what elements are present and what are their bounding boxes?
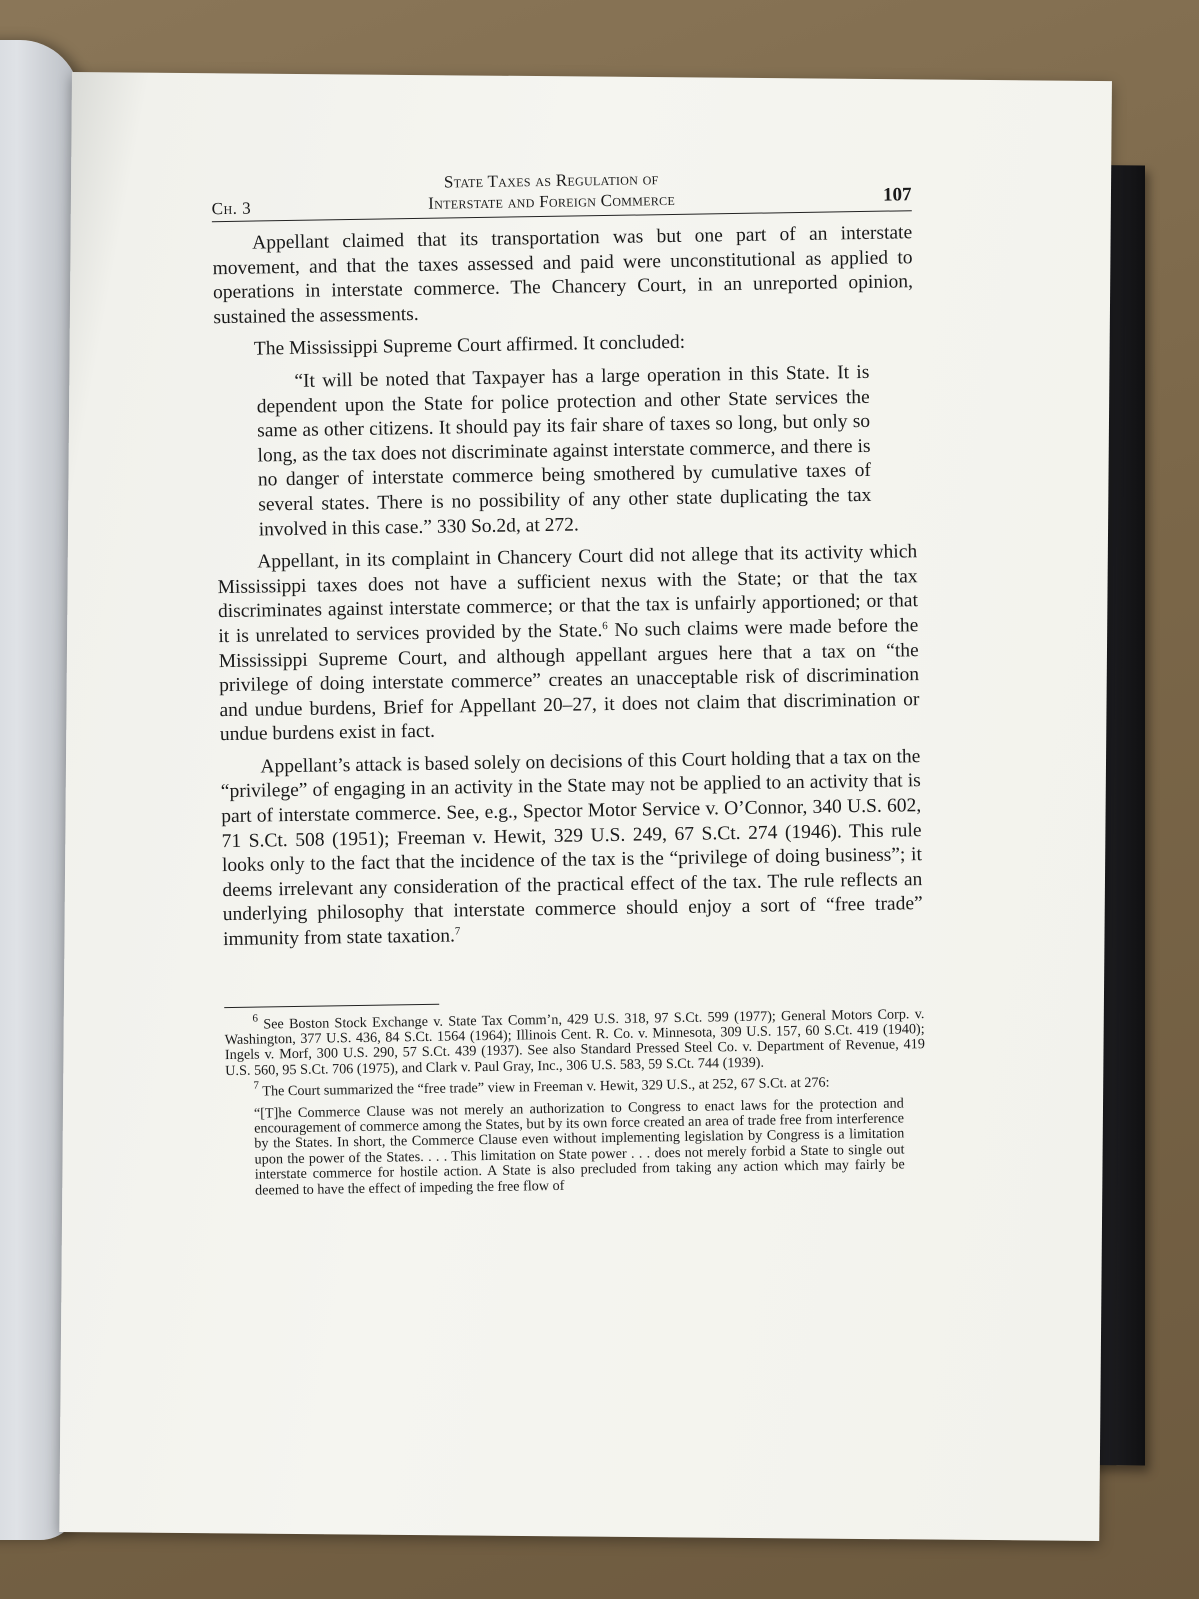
running-head-title-line2: Interstate and Foreign Commerce <box>428 189 676 213</box>
footnote-7-text: The Court summarized the “free trade” view in Freeman v. Hewit, 329 U.S., at 252, 67 S.Ct. at 276: <box>258 1074 830 1100</box>
page-content <box>211 162 927 1199</box>
footnote-7-marker: 7 <box>253 1079 260 1092</box>
footnote-6-text: See Boston Stock Exchange v. State Tax Comm’n, 429 U.S. 318, 97 S.Ct. 599 (1977); General Motors Corp. v. Washington, 377 U.S. 436, 84 S.Ct. 1564 (1964); Illinois Cent. R. Co. v. Minnesota, 309 U.S. 157, 60 S.Ct. 419 (1940); Ingels v. Morf, 300 U.S. 290, 57 S.Ct. 439 (1937). See also Standard Pressed Steel Co. v. Department of Revenue, 419 U.S. 560, 95 S.Ct. 706 (1975), and Clark v. Paul Gray, Inc., 306 U.S. 583, 59 S.Ct. 744 (1939). <box>224 1005 926 1079</box>
footnote-ref-6: 6 <box>602 619 608 633</box>
paragraph-4 <box>220 745 923 953</box>
running-head-title <box>361 167 742 215</box>
block-quote <box>256 361 872 543</box>
paragraph-3-text-a: Appellant, in its complaint in Chancery Court did not allege that its activity which Mississippi taxes does not have a sufficient nexus with the State; or that the tax discriminates against interstate commerce; or that the tax is unfairly apportioned; or that it is unrelated to services provided by the State. <box>217 541 919 648</box>
book-page <box>59 72 1112 1541</box>
block-quote-text: “It will be noted that Taxpayer has a large operation in this State. It is dependent upon the State for police protection and other State services the same as other citizens. It should pay its fair share of taxes so long, but only so long, as the tax does not discriminate against interstate commerce, and there is no danger of interstate commerce being smothered by cumulative taxes of several states. There is no possibility of any other state duplicating the tax involved in this case.” 330 So.2d, at 272. <box>256 361 872 541</box>
page-number: 107 <box>882 184 912 206</box>
paragraph-3 <box>217 540 920 748</box>
footnote-7-quote: “[T]he Commerce Clause was not merely an authorization to Congress to enact laws for the protection and encouragement of commerce among the States, but by its own force created an area of trade free from interference by the States. In short, the Commerce Clause even without implementing legislation by Congress is a limitation upon the power of the States. . . . This limitation on State power . . . does not merely forbid a State to single out interstate commerce for hostile action. A State is also precluded from taking any action which may fairly be deemed to have the effect of impeding the free flow of <box>253 1095 905 1199</box>
footnote-6 <box>224 1007 925 1080</box>
paragraph-2: The Mississippi Supreme Court affirmed. It concluded: <box>253 332 686 360</box>
paragraph-4-text: Appellant’s attack is based solely on decisions of this Court holding that a tax on the “privilege” of engaging in an activity in the State may not be applied to an activity that is part of interstate commerce. See, e.g., Spector Motor Service v. O’Connor, 340 U.S. 602, 71 S.Ct. 508 (1951); Freeman v. Hewit, 329 U.S. 249, 67 S.Ct. 274 (1946). This rule looks only to the fact that the incidence of the tax is the “privilege of doing business”; it deems irrelevant any consideration of the practical effect of the tax. The rule reflects an underlying philosophy that interstate commerce should enjoy a sort of “free trade” immunity from state taxation. <box>220 746 923 951</box>
running-head-title-line1: State Taxes as Regulation of <box>443 169 659 192</box>
chapter-label: Ch. 3 <box>211 198 252 219</box>
footnote-divider <box>224 1003 439 1007</box>
footnote-6-marker: 6 <box>252 1012 258 1025</box>
footnote-ref-7: 7 <box>454 925 461 938</box>
running-head <box>211 162 912 222</box>
footnotes <box>224 1007 927 1199</box>
body-text <box>212 221 923 953</box>
paragraph-1: Appellant claimed that its transportation was but one part of an interstate movement, and that the taxes assessed and paid were unconstitutional as applied to operations in interstate commerce. The Chancery Court, in an unreported opinion, sustained the assessments. <box>212 222 914 328</box>
paragraph-3-text-b: No such claims were made before the Mississippi Supreme Court, and although appellant argues here that a tax on “the privilege of doing interstate commerce” creates an unacceptable risk of discrimination and undue burdens, Brief for Appellant 20–27, it does not claim that discrimination or undue burdens exist in fact. <box>218 615 920 746</box>
